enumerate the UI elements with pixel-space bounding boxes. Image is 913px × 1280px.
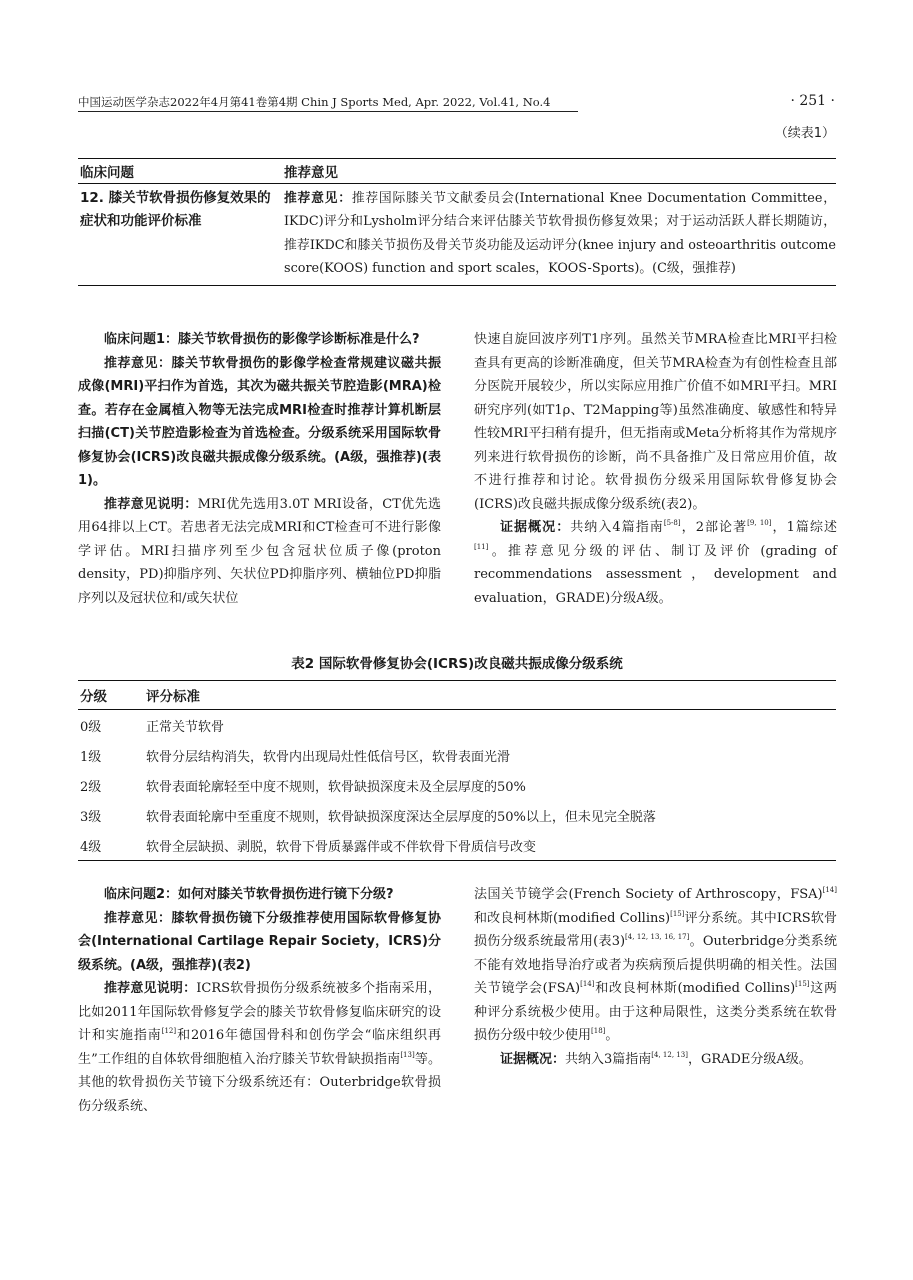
- table-2: [78, 680, 836, 861]
- citation: [15]: [670, 909, 685, 918]
- table-row: [78, 710, 836, 740]
- criteria-cell: 软骨表面轮廓轻至中度不规则，软骨缺损深度未及全层厚度的50%: [146, 779, 526, 795]
- evidence-text: ，1篇综述: [771, 520, 837, 535]
- explanation-1: [78, 493, 441, 611]
- rec-text: 膝软骨损伤镜下分级推荐使用国际软骨修复协会(International Cartilage Repair Society，ICRS)分级系统。(A级，强推荐)(表2): [78, 910, 441, 973]
- criteria-cell: 正常关节软骨: [146, 719, 225, 735]
- citation: [18]: [591, 1027, 606, 1035]
- evidence-text: ，2部论著: [680, 520, 748, 535]
- rec-label: 推荐意见：: [104, 910, 172, 926]
- body-column-right-1: [474, 328, 837, 610]
- table-continued-label: （续表1）: [774, 126, 835, 141]
- grade-cell: 4级: [80, 839, 102, 855]
- table-rule-bottom: [78, 285, 836, 286]
- page-number: · 251 ·: [790, 93, 835, 109]
- table-2-caption: 表2 国际软骨修复协会(ICRS)改良磁共振成像分级系统: [291, 656, 623, 672]
- rec-label: 推荐意见：: [104, 355, 172, 371]
- explanation-2-continued: [474, 883, 837, 1048]
- question-1: [78, 328, 441, 352]
- expl-text-continued: 快速自旋回波序列T1序列。虽然关节MRA检查比MRI平扫检查具有更高的诊断准确度，但关节MRA检查为有创性检查且部分医院开展较少，所以实际应用推广价值不如MRI平扫。MRI研究序列(如T1ρ、T2Mapping等)虽然准确度、敏感性和特异性较MRI平扫稍有提升，但无指南或Meta分析将其作为常规序列来进行软骨损伤的诊断，尚不具备推广及日常应用价值，故不进行推荐和讨论。软骨损伤分级采用国际软骨修复协会(ICRS)改良磁共振成像分级系统(表2)。: [474, 332, 837, 512]
- question-cell: 12. 膝关节软骨损伤修复效果的症状和功能评价标准: [80, 190, 271, 229]
- expl-text: 。Outerbridge分类系统不能有效地指导治疗或者为疾病预后提供明确的相关性。法国关节镜学会(FSA): [474, 934, 837, 996]
- table-row: [78, 800, 836, 830]
- citation: [12]: [161, 1027, 177, 1035]
- table-rule-bottom: [78, 860, 836, 861]
- table-header-row: [78, 681, 836, 709]
- column-header-criteria: 评分标准: [146, 689, 200, 705]
- body-column-left-2: [78, 883, 441, 1118]
- criteria-cell: 软骨全层缺损、剥脱，软骨下骨质暴露伴或不伴软骨下骨质信号改变: [146, 839, 537, 855]
- expl-text: 这两种评分系统极少使用。由于这种局限性，这类分类系统在软骨损伤分级中较少使用: [474, 981, 837, 1043]
- evidence-1: [474, 516, 837, 610]
- evidence-text: 。推荐意见分级的评估、制订及评价 (grading of recommendations assessment，development and evaluation，GRADE)分级A级。: [474, 543, 837, 606]
- evidence-text: 共纳入4篇指南: [570, 520, 664, 535]
- expl-text: MRI优先选用3.0T MRI设备，CT优先选用64排以上CT。若患者无法完成MRI和CT检查可不进行影像学评估。MRI扫描序列至少包含冠状位质子像(proton density，PD)抑脂序列、矢状位PD抑脂序列、横轴位PD抑脂序列以及冠状位和/或矢状位: [78, 496, 441, 606]
- criteria-cell: 软骨表面轮廓中至重度不规则，软骨缺损深度深达全层厚度的50%以上，但未见完全脱落: [146, 809, 656, 825]
- expl-text: 和改良柯林斯(modified Collins): [474, 910, 671, 926]
- citation: [15]: [795, 980, 810, 988]
- citation: [4, 12, 13, 16, 17]: [625, 933, 690, 941]
- recommendation-cell: [284, 187, 836, 281]
- grade-cell: 2级: [80, 779, 102, 795]
- table-header-row: [78, 159, 836, 183]
- question-label: 临床问题1：: [104, 332, 179, 347]
- grade-cell: 1级: [80, 749, 102, 765]
- citation: [14]: [580, 980, 595, 988]
- rec-text: 膝关节软骨损伤的影像学检查常规建议磁共振成像(MRI)平扫作为首选，其次为磁共振关节腔造影(MRA)检查。若存在金属植入物等无法完成MRI检查时推荐计算机断层扫描(CT)关节腔造影检查为首选检查。分级系统采用国际软骨修复协会(ICRS)改良磁共振成像分级系统。(A级，强推荐)(表1)。: [78, 355, 441, 488]
- expl-text: 评分系统。其中ICRS软骨损伤分级系统最常用(表3): [474, 910, 837, 949]
- body-column-right-2: [474, 883, 837, 1071]
- question-text: 如何对膝关节软骨损伤进行镜下分级?: [178, 887, 394, 902]
- column-header-grade: 分级: [80, 689, 107, 705]
- evidence-label: 证据概况：: [500, 1051, 566, 1067]
- evidence-text: ，GRADE分级A级。: [687, 1051, 812, 1067]
- expl-label: 推荐意见说明：: [104, 496, 198, 512]
- criteria-cell: 软骨分层结构消失，软骨内出现局灶性低信号区，软骨表面光滑: [146, 749, 511, 765]
- explanation-2: [78, 977, 441, 1118]
- column-header-recommendation: 推荐意见: [284, 165, 338, 181]
- question-text: 膝关节软骨损伤的影像学诊断标准是什么?: [178, 332, 420, 347]
- grade-cell: 3级: [80, 809, 102, 825]
- grade-cell: 0级: [80, 719, 102, 735]
- citation: [14]: [822, 886, 837, 894]
- evidence-label: 证据概况：: [500, 520, 571, 535]
- expl-text: 。: [605, 1028, 619, 1043]
- expl-text-continued: 法国关节镜学会(French Society of Arthroscopy，FSA): [474, 887, 823, 902]
- expl-label: 推荐意见说明：: [104, 981, 197, 996]
- evidence-text: 共纳入3篇指南: [565, 1051, 652, 1067]
- expl-text: ICRS软骨损伤分级系统被多个指南采用，比如2011年国际软骨修复学会的膝关节软骨修复临床研究的设计和实施指南: [78, 981, 441, 1043]
- table-row: [78, 184, 836, 285]
- explanation-1-continued: [474, 328, 837, 516]
- expl-text: 等。其他的软骨损伤关节镜下分级系统还有：Outerbridge软骨损伤分级系统、: [78, 1051, 441, 1114]
- recommendation-2: [78, 907, 441, 978]
- expl-text: 和改良柯林斯(modified Collins): [594, 981, 796, 996]
- evidence-2: [474, 1048, 837, 1072]
- table-row: [78, 770, 836, 800]
- table-1-continued: [78, 158, 836, 286]
- table-row: [78, 830, 836, 860]
- citation: [4, 12, 13]: [651, 1050, 688, 1059]
- recommendation-1: [78, 352, 441, 493]
- citation: [9, 10]: [747, 519, 772, 527]
- table-row: [78, 740, 836, 770]
- citation: [11]: [474, 542, 489, 551]
- body-column-left-1: [78, 328, 441, 610]
- column-header-question: 临床问题: [80, 165, 134, 181]
- question-2: [78, 883, 441, 907]
- citation: [13]: [400, 1050, 415, 1059]
- question-label: 临床问题2：: [104, 887, 179, 902]
- expl-text: 和2016年德国骨科和创伤学会“临床组织再生”工作组的自体软骨细胞植入治疗膝关节软骨缺损指南: [78, 1028, 441, 1067]
- rec-label: 推荐意见：: [284, 191, 352, 206]
- rec-text: 推荐国际膝关节文献委员会(International Knee Documentation Committee，IKDC)评分和Lysholm评分结合来评估膝关节软骨损伤修复效果；对于运动活跃人群长期随访，推荐IKDC和膝关节损伤及骨关节炎功能及运动评分(knee injury and osteoarthritis outcome score(KOOS) function and sport scales，KOOS-Sports)。(C级，强推荐): [284, 191, 836, 277]
- citation: [5-8]: [663, 519, 681, 527]
- running-head: 中国运动医学杂志2022年4月第41卷第4期 Chin J Sports Med, Apr. 2022, Vol.41, No.4: [78, 94, 578, 112]
